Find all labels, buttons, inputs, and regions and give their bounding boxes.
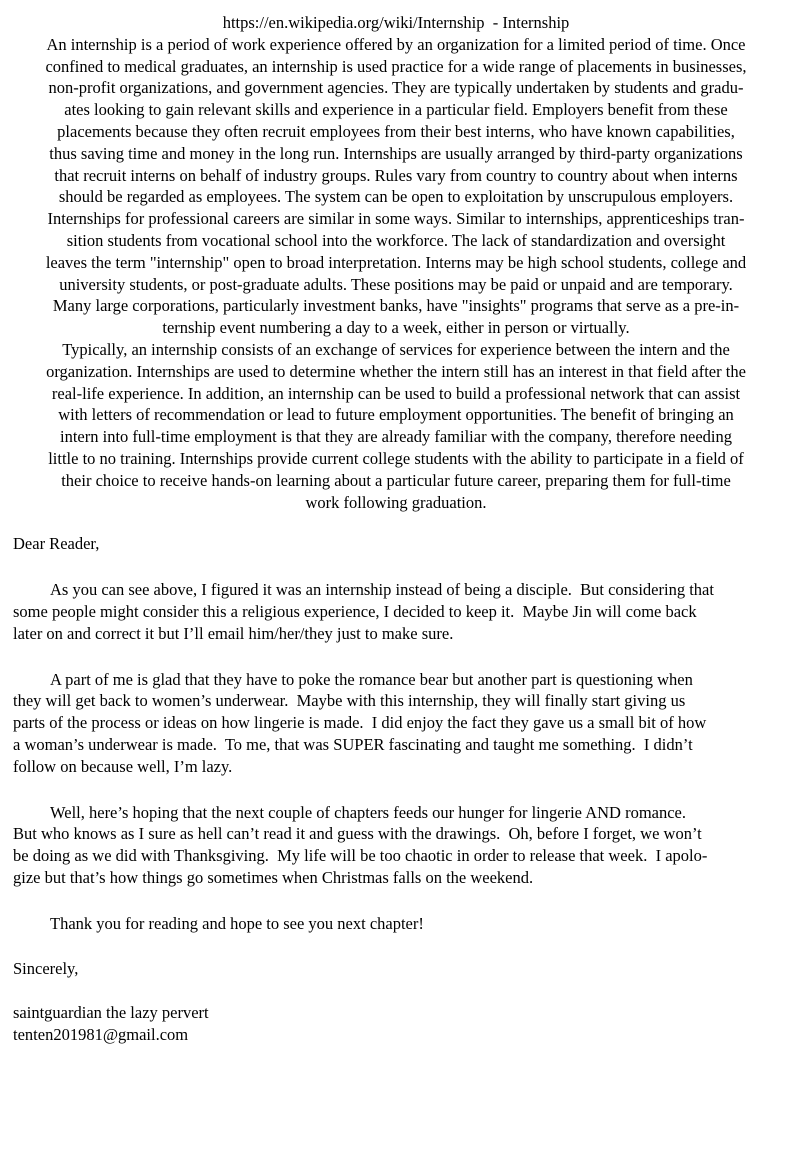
text-line: thus saving time and money in the long run. Internships are usually arranged by third-party organizations <box>49 143 743 163</box>
text-line: non-profit organizations, and government agencies. They are typically undertaken by students and gradu- <box>48 78 744 98</box>
text-line: Typically, an internship consists of an exchange of services for experience between the intern and the <box>62 339 730 359</box>
source-url-line: https://en.wikipedia.org/wiki/Internship - Internship <box>222 13 570 32</box>
letter-salutation: Dear Reader, <box>13 534 100 554</box>
text-line: a woman’s underwear is made. To me, that was SUPER fascinating and taught me something. I didn’t <box>13 734 693 754</box>
author-letter <box>13 533 779 1046</box>
text-line: university students, or post-graduate adults. These positions may be paid or unpaid and are temporary. <box>59 274 733 294</box>
text-line: their choice to receive hands-on learning about a particular future career, preparing them for full-time <box>61 470 731 490</box>
text-line: As you can see above, I figured it was an internship instead of being a disciple. But considering that <box>50 580 714 600</box>
text-line: A part of me is glad that they have to poke the romance bear but another part is questioning when <box>50 669 693 689</box>
wiki-excerpt-block <box>13 34 779 514</box>
letter-paragraph-4 <box>13 913 779 935</box>
letter-closing: Sincerely, <box>13 959 79 979</box>
text-line: Internships for professional careers are similar in some ways. Similar to internships, apprenticeships tran- <box>47 209 745 229</box>
text-line: An internship is a period of work experience offered by an organization for a limited period of time. Once <box>46 34 746 54</box>
text-line: should be regarded as employees. The system can be open to exploitation by unscrupulous employers. <box>58 187 734 207</box>
text-line: that recruit interns on behalf of industry groups. Rules vary from country to country about when interns <box>54 165 738 185</box>
text-line: be doing as we did with Thanksgiving. My life will be too chaotic in order to release that week. I apolo- <box>13 846 708 866</box>
signature-block <box>13 1002 779 1046</box>
text-line: gize but that’s how things go sometimes when Christmas falls on the weekend. <box>13 867 534 887</box>
text-line: some people might consider this a religious experience, I decided to keep it. Maybe Jin will come back <box>13 601 697 621</box>
text-line: leaves the term "internship" open to broad interpretation. Interns may be high school students, college and <box>45 252 747 272</box>
signature-name: saintguardian the lazy pervert <box>13 1003 209 1023</box>
text-line: Thank you for reading and hope to see you next chapter! <box>50 913 424 933</box>
text-line: Many large corporations, particularly investment banks, have "insights" programs that serve as a pre-in- <box>52 296 740 316</box>
text-line: But who knows as I sure as hell can’t read it and guess with the drawings. Oh, before I forget, we won’t <box>13 824 702 844</box>
text-line: intern into full-time employment is that they are already familiar with the company, therefore needing <box>60 427 732 447</box>
signature-email: tenten201981@gmail.com <box>13 1025 189 1045</box>
text-line: confined to medical graduates, an internship is used practice for a wide range of placements in businesses, <box>45 56 747 76</box>
text-line: follow on because well, I’m lazy. <box>13 756 233 776</box>
text-line: with letters of recommendation or lead to future employment opportunities. The benefit of bringing an <box>58 405 734 425</box>
text-line: organization. Internships are used to determine whether the intern still has an interest in that field after the <box>46 361 746 381</box>
letter-paragraph-1 <box>13 579 779 644</box>
text-line: sition students from vocational school into the workforce. The lack of standardization and oversight <box>66 230 726 250</box>
text-line: Well, here’s hoping that the next couple of chapters feeds our hunger for lingerie AND romance. <box>50 802 686 822</box>
text-line: placements because they often recruit employees from their best interns, who have known capabilities, <box>57 121 735 141</box>
text-line: parts of the process or ideas on how lingerie is made. I did enjoy the fact they gave us a small bit of how <box>13 713 707 733</box>
text-line: ates looking to gain relevant skills and experience in a particular field. Employers benefit from these <box>64 100 728 120</box>
text-line: later on and correct it but I’ll email him/her/they just to make sure. <box>13 623 454 643</box>
text-line: real-life experience. In addition, an internship can be used to build a professional network that can assist <box>51 383 741 403</box>
text-line: ternship event numbering a day to a week, either in person or virtually. <box>162 318 630 338</box>
letter-paragraph-2 <box>13 669 779 778</box>
text-line: little to no training. Internships provide current college students with the ability to participate in a field of <box>48 448 744 468</box>
text-line: work following graduation. <box>305 492 487 512</box>
text-line: they will get back to women’s underwear. Maybe with this internship, they will finally start giving us <box>13 691 686 711</box>
letter-paragraph-3 <box>13 802 779 889</box>
